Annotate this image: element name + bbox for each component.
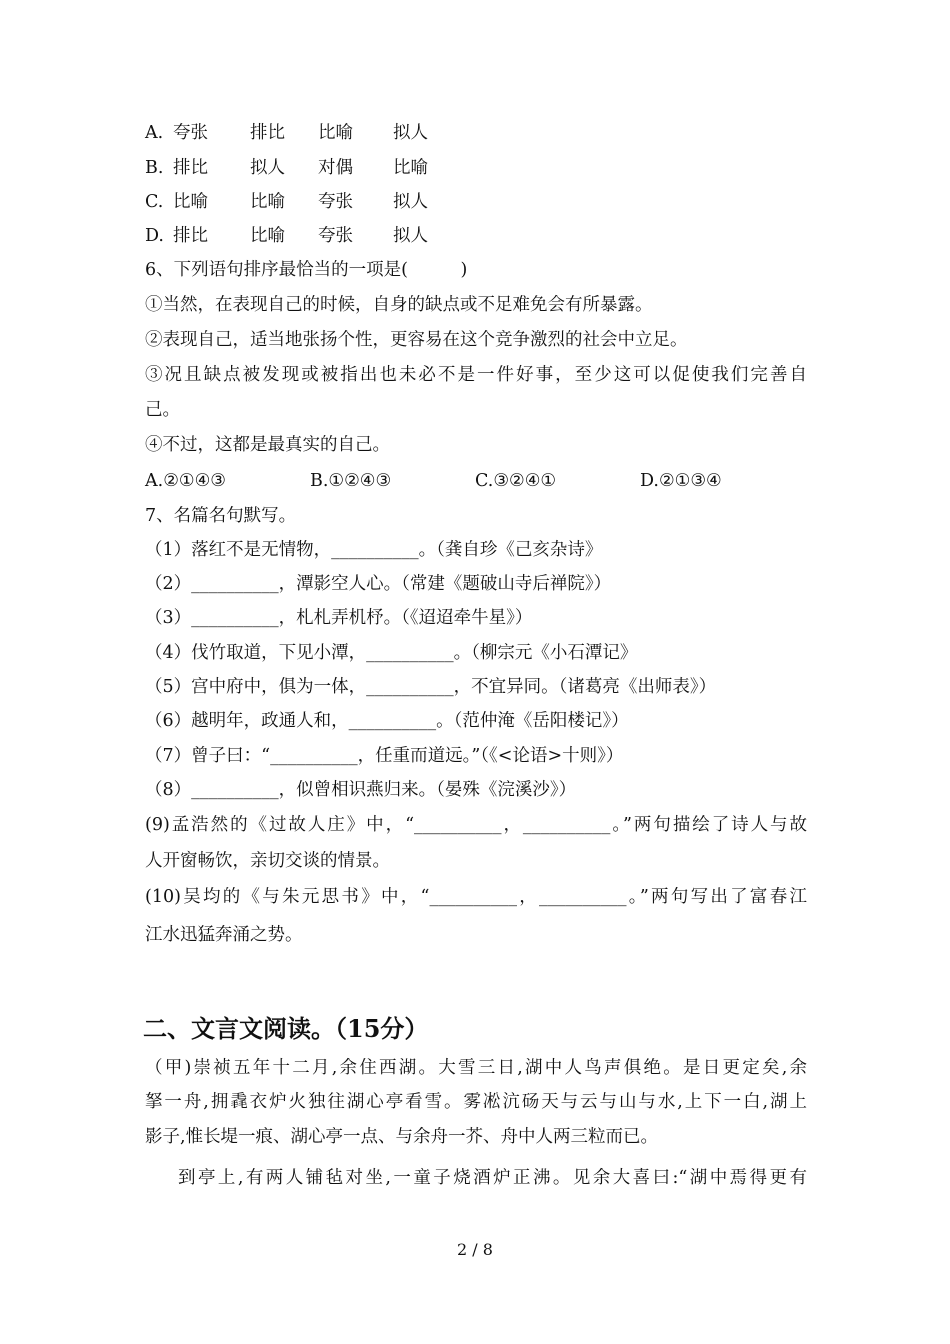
option-item: 夸张 — [173, 123, 208, 143]
q6-option-c: C.③②④① — [475, 471, 557, 491]
option-item: 拟人 — [393, 123, 428, 143]
passage-line: 到亭上,有两人铺毡对坐,一童子烧酒炉正沸。见余大喜曰:“湖中焉得更有 — [178, 1168, 807, 1188]
q6-stem: 6、下列语句排序最恰当的一项是( ) — [145, 260, 468, 280]
section-heading: 二、文言文阅读。（15分） — [143, 1014, 429, 1043]
q6-sentence-3: ③况且缺点被发现或被指出也未必不是一件好事，至少这可以促使我们完善自 — [145, 365, 807, 385]
option-item: 夸张 — [318, 192, 353, 212]
q6-option-d: D.②①③④ — [640, 471, 722, 491]
q7-item-8: （8）__________，似曾相识燕归来。（晏殊《浣溪沙》） — [145, 780, 577, 800]
option-item: 排比 — [173, 158, 208, 178]
option-item: 对偶 — [318, 158, 353, 178]
option-item: 比喻 — [318, 123, 353, 143]
q6-option-b: B.①②④③ — [310, 471, 392, 491]
page-number: 2 / 8 — [457, 1240, 493, 1259]
option-item: 拟人 — [393, 192, 428, 212]
option-item: 比喻 — [250, 226, 285, 246]
option-item: 排比 — [250, 123, 285, 143]
q7-item-2: （2）__________，潭影空人心。（常建《题破山寺后禅院》） — [145, 574, 612, 594]
option-item: 拟人 — [393, 226, 428, 246]
q7-item-5: （5）宫中府中，俱为一体，__________，不宜异同。（诸葛亮《出师表》） — [145, 677, 717, 697]
option-label: A. — [145, 123, 164, 143]
q6-sentence-2: ②表现自己，适当地张扬个性，更容易在这个竞争激烈的社会中立足。 — [145, 330, 688, 350]
passage-line: （甲)崇祯五年十二月,余住西湖。大雪三日,湖中人鸟声俱绝。是日更定矣,余 — [145, 1058, 807, 1078]
q7-item-9: (9)孟浩然的《过故人庄》中，“__________，__________。”两句描绘了诗人与故 — [145, 815, 807, 835]
q7-stem: 7、名篇名句默写。 — [145, 506, 297, 526]
q6-option-a: A.②①④③ — [145, 471, 226, 491]
option-item: 拟人 — [250, 158, 285, 178]
option-item: 排比 — [173, 226, 208, 246]
q6-sentence-1: ①当然，在表现自己的时候，自身的缺点或不足难免会有所暴露。 — [145, 295, 653, 315]
q7-item-4: （4）伐竹取道，下见小潭，__________。（柳宗元《小石潭记》 — [145, 643, 638, 663]
option-item: 比喻 — [173, 192, 208, 212]
q7-item-7: （7）曾子曰：“__________，任重而道远。”（《<论语>十则》） — [145, 746, 624, 766]
q7-item-9-cont: 人开窗畅饮，亲切交谈的情景。 — [145, 851, 390, 871]
q7-item-3: （3）__________，札札弄机杼。（《迢迢牵牛星》） — [145, 608, 533, 628]
q7-item-10: (10)吴均的《与朱元思书》中，“__________，__________。”两句写出了富春江 — [145, 887, 807, 907]
q7-item-1: （1）落红不是无情物，__________。（龚自珍《己亥杂诗》 — [145, 540, 603, 560]
option-label: C. — [145, 192, 164, 212]
passage-line: 拏一舟,拥毳衣炉火独往湖心亭看雪。雾凇沆砀天与云与山与水,上下一白,湖上 — [145, 1092, 807, 1112]
q6-sentence-3-cont: 己。 — [145, 400, 180, 420]
option-label: D. — [145, 226, 164, 246]
option-item: 比喻 — [250, 192, 285, 212]
passage-line: 影子,惟长堤一痕、湖心亭一点、与余舟一芥、舟中人两三粒而已。 — [145, 1127, 659, 1147]
q7-item-6: （6）越明年，政通人和，__________。（范仲淹《岳阳楼记》） — [145, 711, 629, 731]
option-item: 比喻 — [393, 158, 428, 178]
option-label: B. — [145, 158, 164, 178]
q6-sentence-4: ④不过，这都是最真实的自己。 — [145, 435, 390, 455]
q7-item-10-cont: 江水迅猛奔涌之势。 — [145, 925, 303, 945]
option-item: 夸张 — [318, 226, 353, 246]
